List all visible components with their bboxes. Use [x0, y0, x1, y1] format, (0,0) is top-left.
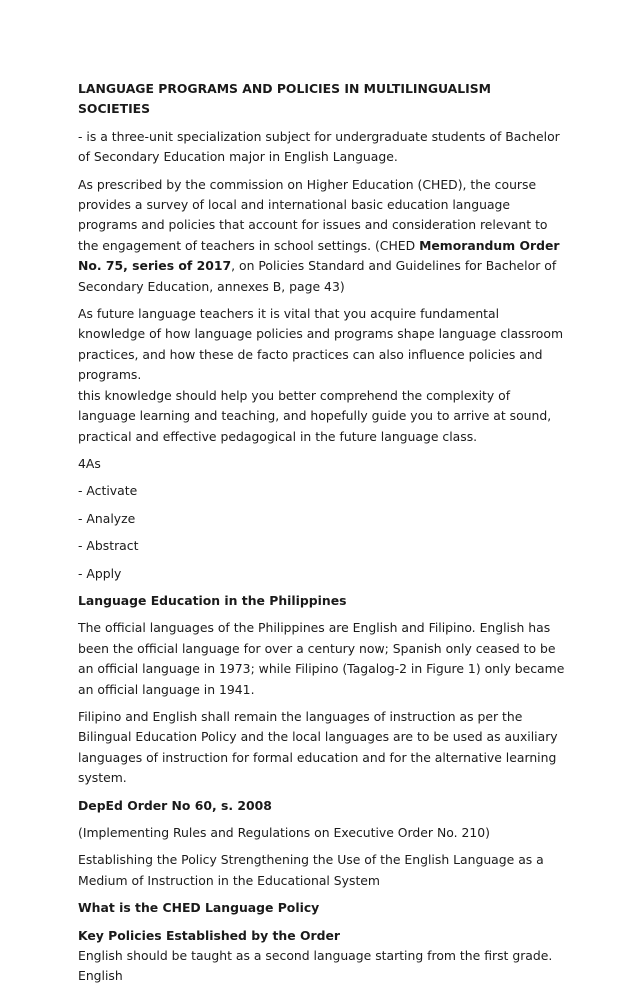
heading-ched-language-policy: What is the CHED Language Policy [78, 900, 320, 916]
ched-text-before: As prescribed by the commission on Higher Education (CHED), the course provides a survey of local and international basic education language programs and policies that account for issues and consideration relevant to the engagement of teachers in school settings. (CHED [78, 176, 548, 253]
four-as-label: 4As [78, 455, 101, 471]
list-item-abstract: - Abstract [78, 538, 139, 554]
list-item-activate: - Activate [78, 483, 138, 499]
key-policies-text: English should be taught as a second language starting from the first grade. English [78, 948, 553, 984]
ched-memo-reference: Memorandum Order No. 75, series of 2017 [78, 237, 560, 274]
heading-language-education: Language Education in the Philippines [78, 592, 347, 608]
heading-deped-order: DepEd Order No 60, s. 2008 [78, 797, 272, 813]
document-page [78, 79, 566, 994]
ched-paragraph [78, 175, 566, 297]
heading-key-policies: Key Policies Established by the Order [78, 927, 340, 943]
document-title: LANGUAGE PROGRAMS AND POLICIES IN MULTILINGUALISM SOCIETIES [78, 81, 492, 117]
intro-paragraph: - is a three-unit specialization subject for undergraduate students of Bachelor of Secondary Education major in English Language. [78, 128, 560, 165]
list-item-analyze: - Analyze [78, 510, 136, 526]
future-teachers-paragraph [78, 304, 566, 447]
implementing-rules-paragraph: (Implementing Rules and Regulations on Executive Order No. 210) [78, 825, 490, 840]
establishing-policy-paragraph: Establishing the Policy Strengthening the Use of the English Language as a Medium of Instruction in the Educational System [78, 852, 544, 888]
bilingual-policy-paragraph: Filipino and English shall remain the languages of instruction as per the Bilingual Education Policy and the local languages are to be used as auxiliary languages of instruction for formal education and for the alternative learning system. [78, 708, 558, 786]
future-teachers-text-1: As future language teachers it is vital that you acquire fundamental knowledge of how language policies and programs shape language classroom practices, and how these de facto practices can also influence policies and programs. [78, 306, 564, 383]
future-teachers-text-2: this knowledge should help you better comprehend the complexity of language learning and teaching, and hopefully guide you to arrive at sound, practical and effective pedagogical in the future language class. [78, 387, 552, 444]
list-item-apply: - Apply [78, 565, 122, 581]
ched-text-after: , on Policies Standard and Guidelines for Bachelor of Secondary Education, annexes B, page 43) [78, 258, 557, 294]
official-languages-paragraph: The official languages of the Philippines are English and Filipino. English has been the official language for over a century now; Spanish only ceased to be an official language in 1973; while Filipino (Tagalog-2 in Figure 1) only became an official language in 1941. [78, 620, 565, 697]
